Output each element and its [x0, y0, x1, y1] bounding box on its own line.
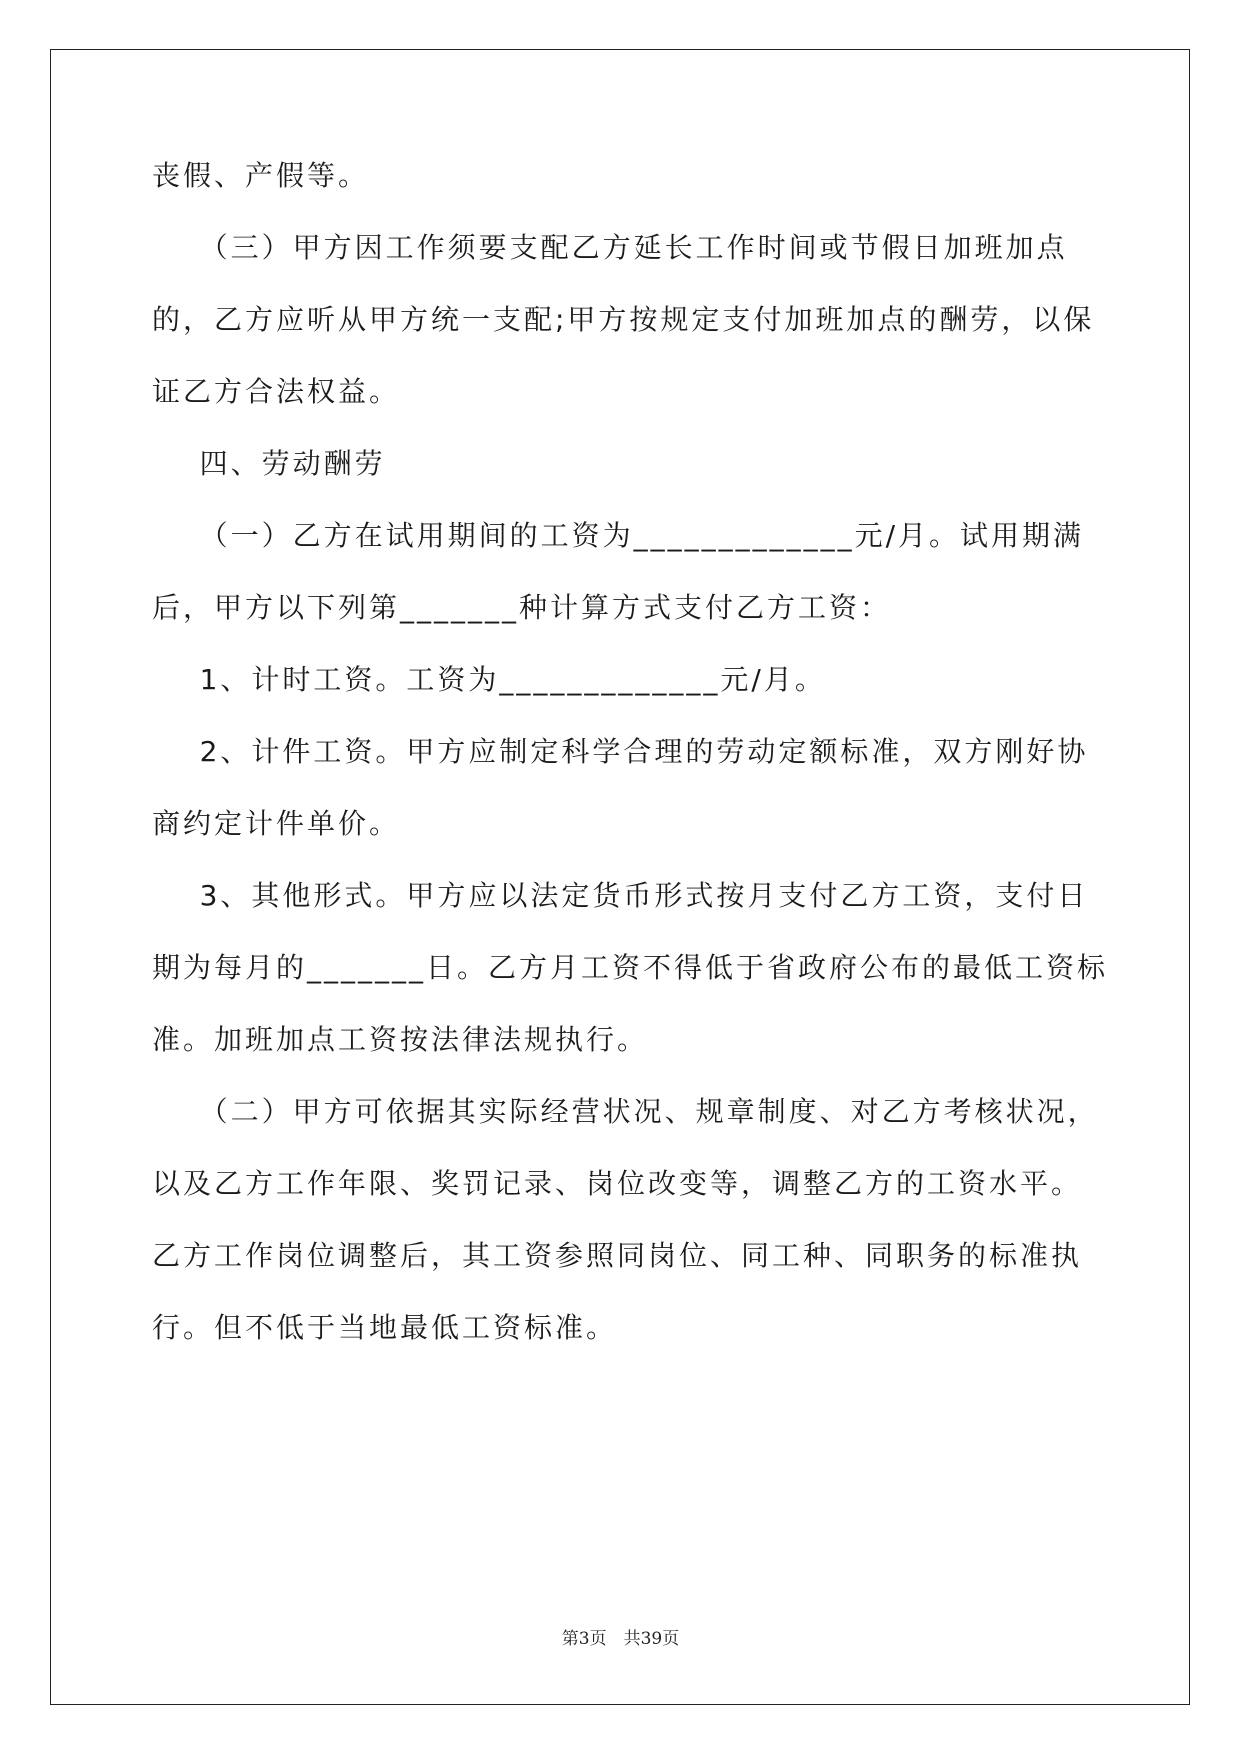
text-line: 1、计时工资。工资为_____________元/月。	[152, 663, 826, 696]
text-line: 后，甲方以下列第_______种计算方式支付乙方工资：	[152, 591, 892, 624]
text-line: 期为每月的_______日。乙方月工资不得低于省政府公布的最低工资标	[152, 951, 1109, 984]
text-line: 以及乙方工作年限、奖罚记录、岗位改变等，调整乙方的工资水平。	[152, 1167, 1083, 1200]
text-line: （一）乙方在试用期间的工资为_____________元/月。试用期满	[152, 519, 1085, 552]
text-line: 证乙方合法权益。	[152, 375, 401, 408]
text-line: （二）甲方可依据其实际经营状况、规章制度、对乙方考核状况，	[152, 1095, 1099, 1128]
text-line: 行。但不低于当地最低工资标准。	[152, 1311, 618, 1344]
section-heading: 四、劳动酬劳	[152, 447, 386, 480]
text-line: 丧假、产假等。	[152, 159, 370, 192]
text-line: 的，乙方应听从甲方统一支配;甲方按规定支付加班加点的酬劳，以保	[152, 303, 1095, 336]
page-number-footer: 第3页 共39页	[561, 1629, 680, 1649]
text-line: 2、计件工资。甲方应制定科学合理的劳动定额标准，双方刚好协	[152, 735, 1089, 768]
text-line: 商约定计件单价。	[152, 807, 401, 840]
text-line: 准。加班加点工资按法律法规执行。	[152, 1023, 649, 1056]
text-line: （三）甲方因工作须要支配乙方延长工作时间或节假日加班加点	[152, 231, 1068, 264]
text-line: 3、其他形式。甲方应以法定货币形式按月支付乙方工资，支付日	[152, 879, 1089, 912]
text-line: 乙方工作岗位调整后，其工资参照同岗位、同工种、同职务的标准执	[152, 1239, 1083, 1272]
